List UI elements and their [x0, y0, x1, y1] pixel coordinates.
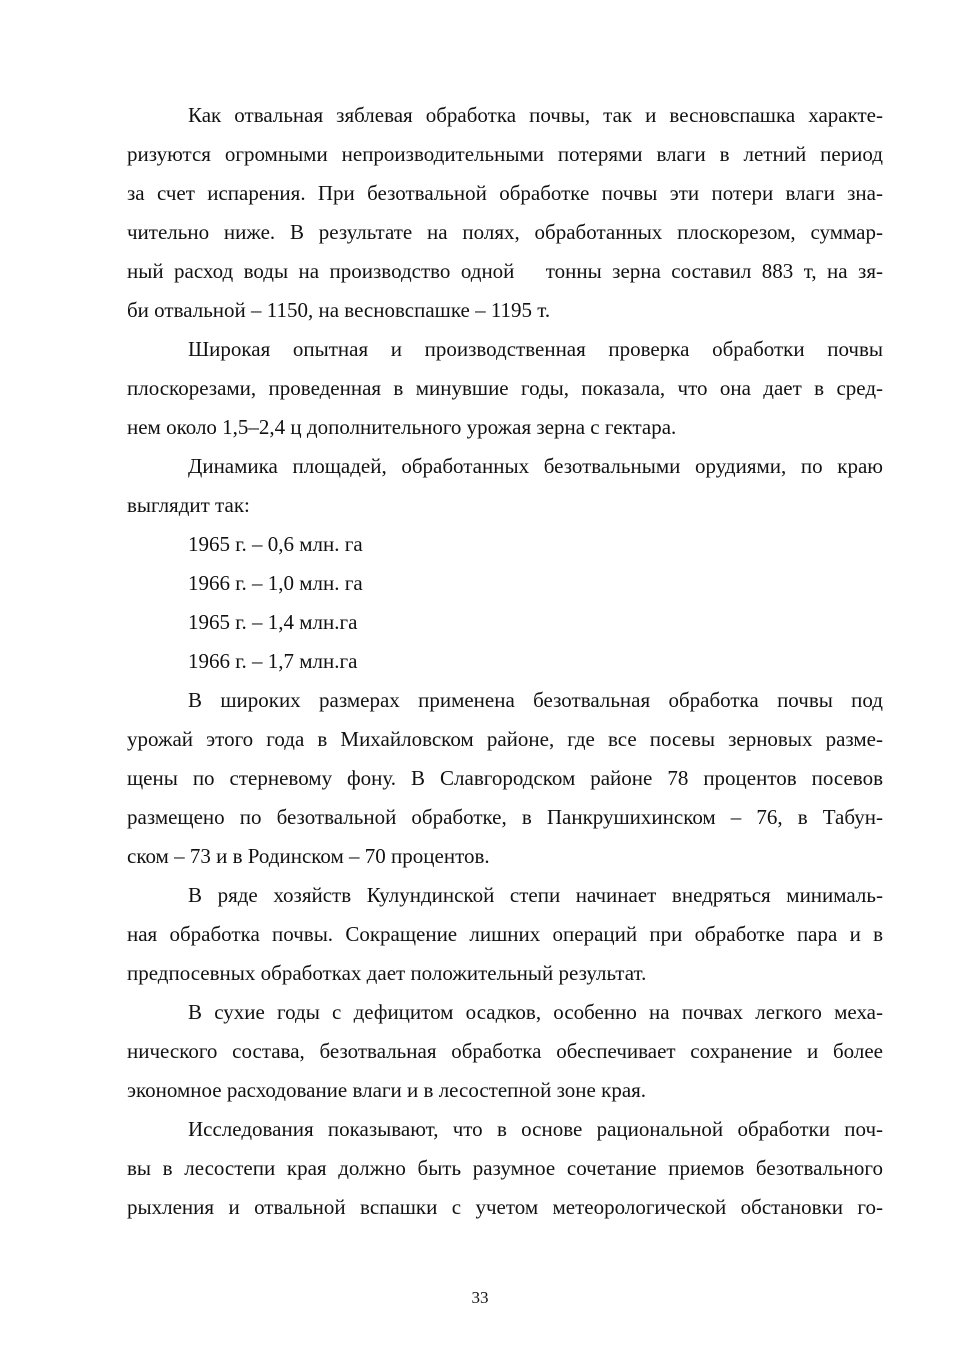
- text-line: вы в лесостепи края должно быть разумное сочетание приемов безотвального: [127, 1156, 883, 1180]
- text-line: за счет испарения. При безотвальной обработке почвы эти потери влаги зна-: [127, 181, 883, 205]
- text-line: ризуются огромными непроизводительными потерями влаги в летний период: [127, 142, 883, 166]
- text-line: чительно ниже. В результате на полях, обработанных плоскорезом, суммар-: [127, 220, 883, 244]
- text-line: В широких размерах применена безотвальная обработка почвы под: [188, 688, 883, 712]
- text-line: В сухие годы с дефицитом осадков, особенно на почвах легкого меха-: [188, 1000, 883, 1024]
- text-line: ском – 73 и в Родинском – 70 процентов.: [127, 844, 490, 868]
- text-line: экономное расходование влаги и в лесостепной зоне края.: [127, 1078, 647, 1102]
- list-item: 1965 г. – 1,4 млн.га: [188, 610, 358, 634]
- text-line: Широкая опытная и производственная проверка обработки почвы: [188, 337, 883, 361]
- text-line: ная обработка почвы. Сокращение лишних операций при обработке пара и в: [127, 922, 883, 946]
- list-item: 1966 г. – 1,7 млн.га: [188, 649, 358, 673]
- text-line: Как отвальная зяблевая обработка почвы, так и весновспашка характе-: [188, 103, 883, 127]
- text-line: урожай этого года в Михайловском районе, где все посевы зерновых разме-: [127, 727, 883, 751]
- text-line: Исследования показывают, что в основе рациональной обработки поч-: [188, 1117, 883, 1141]
- text-line: предпосевных обработках дает положительный результат.: [127, 961, 647, 985]
- list-item: 1965 г. – 0,6 млн. га: [188, 532, 363, 556]
- text-line: выглядит так:: [127, 493, 250, 517]
- text-line: плоскорезами, проведенная в минувшие годы, показала, что она дает в сред-: [127, 376, 883, 400]
- text-line: нем около 1,5–2,4 ц дополнительного урожая зерна с гектара.: [127, 415, 677, 439]
- text-line: би отвальной – 1150, на весновспашке – 1195 т.: [127, 298, 551, 322]
- page-number: 33: [471, 1288, 489, 1307]
- body-text: [127, 96, 883, 1227]
- text-line: размещено по безотвальной обработке, в Панкрушихинском – 76, в Табун-: [127, 805, 883, 829]
- text-line: нического состава, безотвальная обработка обеспечивает сохранение и более: [127, 1039, 883, 1063]
- text-line: щены по стерневому фону. В Славгородском районе 78 процентов посевов: [127, 766, 883, 790]
- list-item: 1966 г. – 1,0 млн. га: [188, 571, 363, 595]
- text-line: В ряде хозяйств Кулундинской степи начинает внедряться минималь-: [188, 883, 883, 907]
- text-line: Динамика площадей, обработанных безотвальными орудиями, по краю: [188, 454, 883, 478]
- text-line: ный расход воды на производство одной тонны зерна составил 883 т, на зя-: [127, 259, 883, 283]
- text-line: рыхления и отвальной вспашки с учетом метеорологической обстановки го-: [127, 1195, 883, 1219]
